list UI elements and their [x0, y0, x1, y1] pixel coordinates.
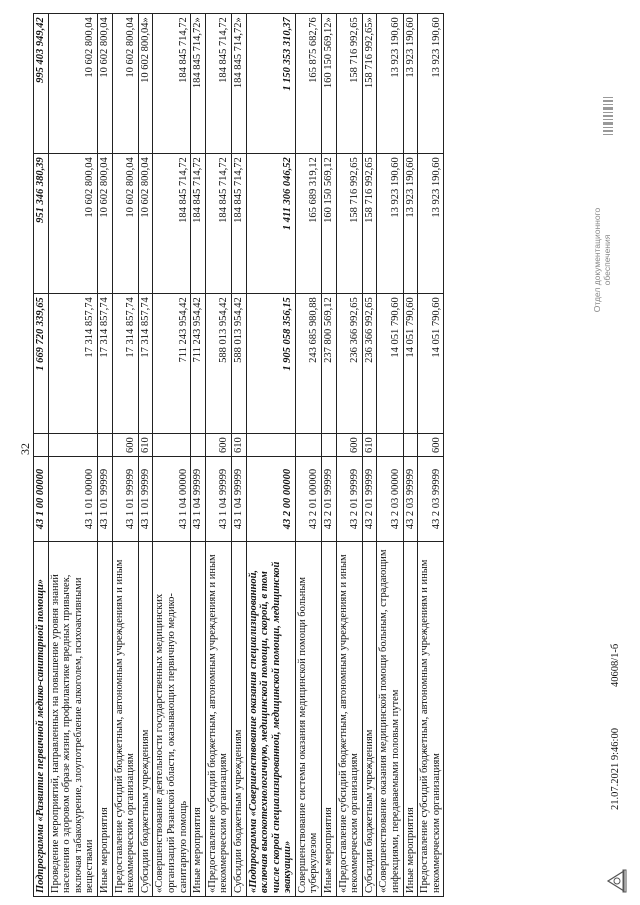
row-name: Субсидии бюджетным учреждениям [138, 542, 153, 897]
row-code: 43 1 04 99999 [231, 457, 246, 542]
row-vr [48, 434, 97, 457]
row-value-2022: 184 845 714,72 [191, 154, 206, 294]
row-value-2022: 158 716 992,65 [336, 154, 362, 294]
row-value-2023: 10 602 800,04 [112, 14, 138, 154]
table-row [231, 14, 246, 897]
barcode-image [600, 95, 618, 135]
table-row [246, 14, 295, 897]
row-vr [246, 434, 295, 457]
row-value-2021: 17 314 857,74 [138, 294, 153, 434]
row-vr [191, 434, 206, 457]
budget-table-body [34, 14, 444, 897]
row-vr: 600 [205, 434, 231, 457]
row-name: Проведение мероприятий, направленных на повышение уровня знаний населения о здоровом образе жизни, профилактике вредных привычек, включая табакокурение, злоупотребление алкоголем, психоактивными веществами [48, 542, 97, 897]
row-value-2023: 160 150 569,12» [322, 14, 337, 154]
row-value-2023: 995 403 949,42 [34, 14, 49, 154]
row-vr: 610 [362, 434, 377, 457]
row-value-2023: 158 716 992,65» [362, 14, 377, 154]
row-value-2022: 184 845 714,72 [153, 154, 191, 294]
row-name: «Предоставление субсидий бюджетным, автономным учреждениям и иным некоммерческим организациям [336, 542, 362, 897]
table-row [295, 14, 321, 897]
row-vr [97, 434, 112, 457]
row-name: Иные мероприятия [322, 542, 337, 897]
row-value-2023: 184 845 714,72» [231, 14, 246, 154]
table-row [191, 14, 206, 897]
row-value-2022: 160 150 569,12 [322, 154, 337, 294]
row-value-2022: 10 602 800,04 [97, 154, 112, 294]
row-value-2021: 588 013 954,42 [205, 294, 231, 434]
row-code: 43 1 04 99999 [191, 457, 206, 542]
row-vr [153, 434, 191, 457]
table-row [205, 14, 231, 897]
row-name: Субсидии бюджетным учреждениям [362, 542, 377, 897]
table-row [153, 14, 191, 897]
row-value-2023: 10 602 800,04 [97, 14, 112, 154]
row-value-2023: 13 923 190,60 [403, 14, 418, 154]
row-name: «Совершенствование оказания медицинской помощи больным, страдающим инфекциями, передаваемыми половым путем [377, 542, 403, 897]
row-name: «Совершенствование деятельности государственных медицинских организаций Рязанской области, оказывающих первичную медико-санитарную помощь [153, 542, 191, 897]
row-value-2021: 236 366 992,65 [336, 294, 362, 434]
row-code: 43 2 00 00000 [246, 457, 295, 542]
row-value-2021: 243 685 980,88 [295, 294, 321, 434]
row-value-2023: 165 875 682,76 [295, 14, 321, 154]
row-code: 43 1 04 00000 [153, 457, 191, 542]
table-row [362, 14, 377, 897]
row-name: Иные мероприятия [97, 542, 112, 897]
row-code: 43 1 01 99999 [97, 457, 112, 542]
row-value-2023: 158 716 992,65 [336, 14, 362, 154]
row-code: 43 1 00 00000 [34, 457, 49, 542]
row-value-2022: 184 845 714,72 [231, 154, 246, 294]
row-value-2023: 184 845 714,72 [153, 14, 191, 154]
row-vr [34, 434, 49, 457]
row-name: Предоставление субсидий бюджетным, автономным учреждениям и иным некоммерческим организациям [112, 542, 138, 897]
row-value-2022: 10 602 800,04 [112, 154, 138, 294]
row-value-2021: 711 243 954,42 [153, 294, 191, 434]
row-value-2021: 588 013 954,42 [231, 294, 246, 434]
row-vr: 600 [336, 434, 362, 457]
row-value-2021: 17 314 857,74 [112, 294, 138, 434]
row-name: Подпрограмма «Развитие первичной медико-санитарной помощи» [34, 542, 49, 897]
footer-timestamp: 21.07.2021 9:46:00 [610, 728, 621, 810]
row-code: 43 2 03 99999 [418, 457, 444, 542]
row-value-2023: 10 602 800,04 [48, 14, 97, 154]
row-code: 43 1 01 00000 [48, 457, 97, 542]
row-value-2023: 10 602 800,04» [138, 14, 153, 154]
row-vr: 600 [418, 434, 444, 457]
row-value-2021: 711 243 954,42 [191, 294, 206, 434]
table-row [377, 14, 403, 897]
row-value-2021: 17 314 857,74 [48, 294, 97, 434]
table-row [322, 14, 337, 897]
row-vr: 610 [138, 434, 153, 457]
row-value-2022: 13 923 190,60 [403, 154, 418, 294]
row-code: 43 1 01 99999 [112, 457, 138, 542]
row-value-2023: 1 150 353 310,37 [246, 14, 295, 154]
row-value-2021: 236 366 992,65 [362, 294, 377, 434]
row-value-2022: 951 346 380,39 [34, 154, 49, 294]
table-row [48, 14, 97, 897]
row-vr: 600 [112, 434, 138, 457]
row-vr [295, 434, 321, 457]
row-name: Предоставление субсидий бюджетным, автономным учреждениям и иным некоммерческим организациям [418, 542, 444, 897]
row-value-2022: 1 411 306 046,52 [246, 154, 295, 294]
row-value-2022: 13 923 190,60 [377, 154, 403, 294]
row-vr [377, 434, 403, 457]
row-code: 43 2 03 99999 [403, 457, 418, 542]
row-name: Субсидии бюджетным учреждениям [231, 542, 246, 897]
footer-doc-id: 40608/1-б [610, 643, 621, 687]
row-vr: 610 [231, 434, 246, 457]
row-name: Иные мероприятия [403, 542, 418, 897]
row-value-2022: 184 845 714,72 [205, 154, 231, 294]
table-row [112, 14, 138, 897]
row-name: «Предоставление субсидий бюджетным, автономным учреждениям и иным некоммерческим организациям [205, 542, 231, 897]
row-name: «Подпрограмма «Совершенствование оказания специализированной, включая высокотехнологичную, медицинской помощи, скорой, в том числе скорой специализированной, медицинской помощи, медицинской эвакуации» [246, 542, 295, 897]
budget-table [33, 13, 444, 897]
row-value-2021: 1 905 058 356,15 [246, 294, 295, 434]
row-value-2021: 237 800 569,12 [322, 294, 337, 434]
row-value-2022: 10 602 800,04 [138, 154, 153, 294]
emblem-logo [604, 867, 633, 895]
table-row [34, 14, 49, 897]
row-vr [322, 434, 337, 457]
page-number: 32 [18, 443, 32, 455]
row-vr [403, 434, 418, 457]
row-code: 43 1 04 99999 [205, 457, 231, 542]
table-row [336, 14, 362, 897]
row-value-2023: 13 923 190,60 [377, 14, 403, 154]
row-value-2022: 13 923 190,60 [418, 154, 444, 294]
row-value-2023: 184 845 714,72 [205, 14, 231, 154]
row-name: Иные мероприятия [191, 542, 206, 897]
row-value-2021: 14 051 790,60 [418, 294, 444, 434]
row-name: Совершенствование системы оказания медицинской помощи больным туберкулезом [295, 542, 321, 897]
row-value-2021: 14 051 790,60 [377, 294, 403, 434]
row-value-2021: 14 051 790,60 [403, 294, 418, 434]
row-code: 43 2 03 00000 [377, 457, 403, 542]
row-value-2022: 10 602 800,04 [48, 154, 97, 294]
table-row [403, 14, 418, 897]
stamp-text: Отдел документационного обеспечения [592, 207, 612, 313]
row-code: 43 1 01 99999 [138, 457, 153, 542]
table-row [138, 14, 153, 897]
row-code: 43 2 01 00000 [295, 457, 321, 542]
row-code: 43 2 01 99999 [322, 457, 337, 542]
row-value-2023: 13 923 190,60 [418, 14, 444, 154]
row-value-2021: 17 314 857,74 [97, 294, 112, 434]
row-value-2022: 165 689 319,12 [295, 154, 321, 294]
row-value-2021: 1 669 720 339,65 [34, 294, 49, 434]
table-row [97, 14, 112, 897]
row-value-2023: 184 845 714,72» [191, 14, 206, 154]
table-row [418, 14, 444, 897]
row-value-2022: 158 716 992,65 [362, 154, 377, 294]
row-code: 43 2 01 99999 [336, 457, 362, 542]
row-code: 43 2 01 99999 [362, 457, 377, 542]
